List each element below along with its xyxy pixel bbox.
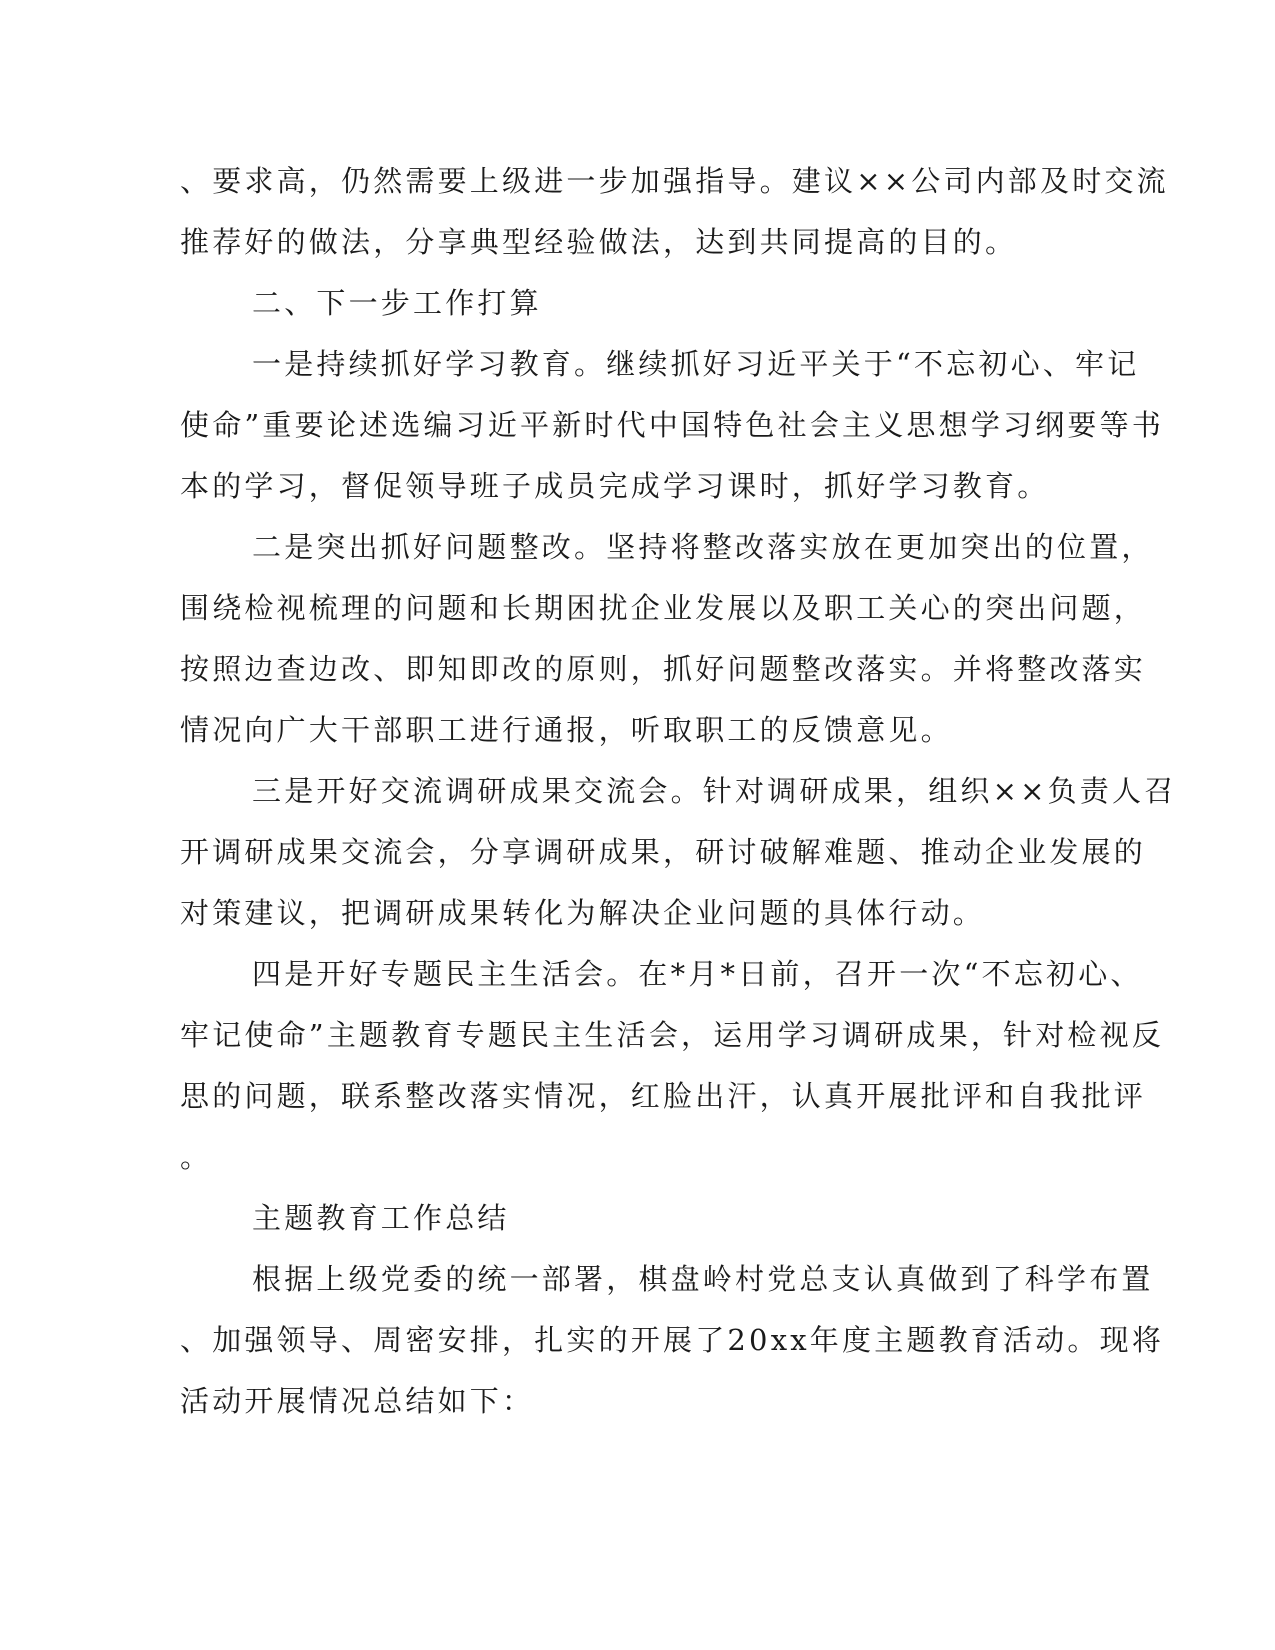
body-line: 对策建议，把调研成果转化为解决企业问题的具体行动。	[180, 896, 986, 930]
section-heading: 二、下一步工作打算	[252, 286, 542, 320]
body-line: 。	[180, 1140, 213, 1174]
document-title: 主题教育工作总结	[252, 1201, 510, 1235]
paragraph-first-line: 根据上级党委的统一部署，棋盘岭村党总支认真做到了科学布置	[252, 1262, 1154, 1296]
paragraph-first-line: 四是开好专题民主生活会。在*月*日前，召开一次“不忘初心、	[252, 957, 1143, 991]
body-line: 活动开展情况总结如下：	[180, 1384, 535, 1418]
body-line: 、要求高，仍然需要上级进一步加强指导。建议××公司内部及时交流	[180, 164, 1169, 198]
body-line: 思的问题，联系整改落实情况，红脸出汗，认真开展批评和自我批评	[180, 1079, 1147, 1113]
body-line: 推荐好的做法，分享典型经验做法，达到共同提高的目的。	[180, 225, 1018, 259]
body-line: 、加强领导、周密安排，扎实的开展了20xx年度主题教育活动。现将	[180, 1323, 1165, 1357]
body-line: 情况向广大干部职工进行通报，听取职工的反馈意见。	[180, 713, 953, 747]
body-line: 按照边查边改、即知即改的原则，抓好问题整改落实。并将整改落实	[180, 652, 1147, 686]
paragraph-first-line: 三是开好交流调研成果交流会。针对调研成果，组织××负责人召	[252, 774, 1177, 808]
body-line: 本的学习，督促领导班子成员完成学习课时，抓好学习教育。	[180, 469, 1050, 503]
document-body	[180, 156, 1177, 1437]
body-line: 开调研成果交流会，分享调研成果，研讨破解难题、推动企业发展的	[180, 835, 1147, 869]
body-line: 使命”重要论述选编习近平新时代中国特色社会主义思想学习纲要等书	[180, 408, 1165, 442]
body-line: 围绕检视梳理的问题和长期困扰企业发展以及职工关心的突出问题，	[180, 591, 1147, 625]
paragraph-first-line: 二是突出抓好问题整改。坚持将整改落实放在更加突出的位置，	[252, 530, 1154, 564]
paragraph-first-line: 一是持续抓好学习教育。继续抓好习近平关于“不忘初心、牢记	[252, 347, 1140, 381]
body-line: 牢记使命”主题教育专题民主生活会，运用学习调研成果，针对检视反	[180, 1018, 1165, 1052]
